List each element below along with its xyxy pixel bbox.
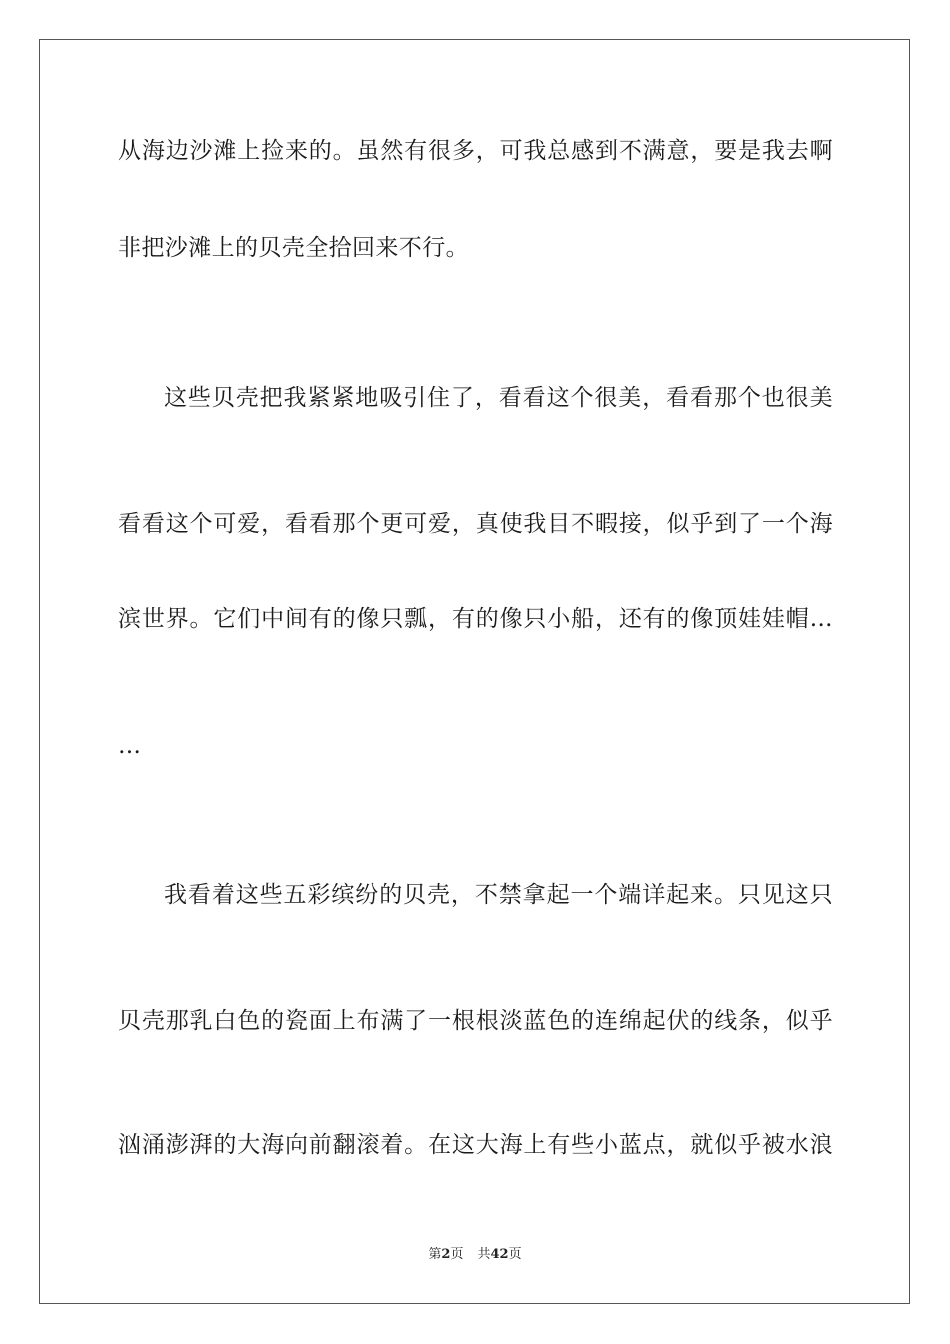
- text-line-4: 看看这个可爱，看看那个更可爱，真使我目不暇接，似乎到了一个海: [118, 511, 833, 537]
- page-suffix: 页: [450, 1247, 464, 1262]
- text-line-6: …: [118, 733, 142, 759]
- page-number: 2: [441, 1247, 451, 1262]
- text-line-8: 贝壳那乳白色的瓷面上布满了一根根淡蓝色的连绵起伏的线条，似乎: [118, 1008, 833, 1034]
- text-line-3: 这些贝壳把我紧紧地吸引住了，看看这个很美，看看那个也很美: [164, 385, 833, 411]
- page-footer: [0, 1246, 950, 1264]
- text-line-7: 我看着这些五彩缤纷的贝壳，不禁拿起一个端详起来。只见这只: [164, 882, 833, 908]
- text-line-9: 汹涌澎湃的大海向前翻滚着。在这大海上有些小蓝点，就似乎被水浪: [118, 1132, 833, 1158]
- page-border: [39, 39, 910, 1304]
- page-prefix: 第: [428, 1247, 442, 1262]
- total-suffix: 页: [508, 1247, 522, 1262]
- total-prefix: 共: [477, 1247, 491, 1262]
- text-line-1: 从海边沙滩上捡来的。虽然有很多，可我总感到不满意，要是我去啊: [118, 138, 833, 164]
- text-line-5: 滨世界。它们中间有的像只瓢，有的像只小船，还有的像顶娃娃帽…: [118, 606, 833, 632]
- text-line-2: 非把沙滩上的贝壳全拾回来不行。: [118, 235, 469, 261]
- total-pages: 42: [490, 1247, 509, 1262]
